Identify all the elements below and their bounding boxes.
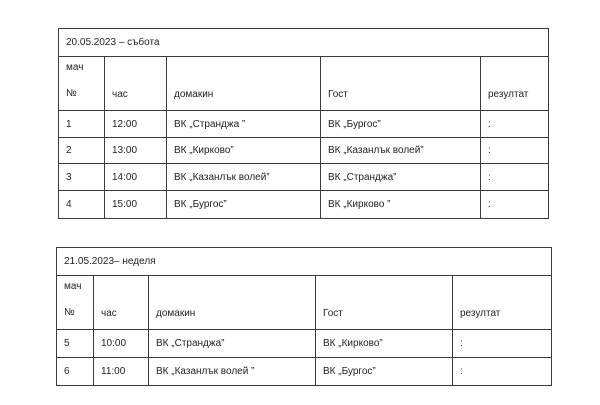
match-time: 10:00 [94,330,149,358]
day-title-row [57,248,552,276]
table-row [59,191,549,219]
header-row [57,276,552,330]
day-title: 20.05.2023 – събота [59,29,549,57]
result-header: резултат [453,276,552,330]
match-number: 5 [57,330,94,358]
time-header: час [94,276,149,330]
match-time: 15:00 [105,191,167,219]
home-team: ВК „Бургос” [167,191,321,219]
away-team: ВК „Странджа” [321,164,481,191]
table-row [59,138,549,164]
table-row [57,330,552,358]
home-team: ВК „Кирково” [167,138,321,164]
match-number: 1 [59,111,105,138]
home-header: домакин [149,276,316,330]
match-number: 3 [59,164,105,191]
table-row [59,111,549,138]
schedule-table-day2 [56,247,552,386]
table-row [59,164,549,191]
day-title-row [59,29,549,57]
away-team: ВК „Кирково” [316,330,453,358]
match-number: 6 [57,358,94,386]
match-time: 11:00 [94,358,149,386]
match-result: : [481,164,549,191]
match-time: 13:00 [105,138,167,164]
home-team: ВК „Странджа” [149,330,316,358]
away-team: ВК „Казанлък волей” [321,138,481,164]
match-time: 14:00 [105,164,167,191]
match-number-header-line1: мач [66,62,84,73]
match-result: : [481,111,549,138]
result-header: резултат [481,57,549,111]
away-header: Гост [316,276,453,330]
match-number-header-line2: № [66,88,77,99]
time-header: час [105,57,167,111]
match-number-header [57,276,94,330]
match-number-header-line2: № [64,307,75,318]
match-number-header [59,57,105,111]
match-number: 4 [59,191,105,219]
day-title: 21.05.2023– неделя [57,248,552,276]
away-team: ВК „Бургос” [321,111,481,138]
match-number: 2 [59,138,105,164]
table-row [57,358,552,386]
away-header: Гост [321,57,481,111]
header-row [59,57,549,111]
match-result: : [453,330,552,358]
match-result: : [453,358,552,386]
match-result: : [481,138,549,164]
match-number-header-line1: мач [64,281,82,292]
match-time: 12:00 [105,111,167,138]
schedule-table-day1 [58,28,549,219]
home-team: ВК „Странджа ” [167,111,321,138]
home-team: ВК „Казанлък волей” [167,164,321,191]
match-result: : [481,191,549,219]
away-team: ВК „Бургос” [316,358,453,386]
away-team: ВК „Кирково ” [321,191,481,219]
home-header: домакин [167,57,321,111]
home-team: ВК „Казанлък волей ” [149,358,316,386]
